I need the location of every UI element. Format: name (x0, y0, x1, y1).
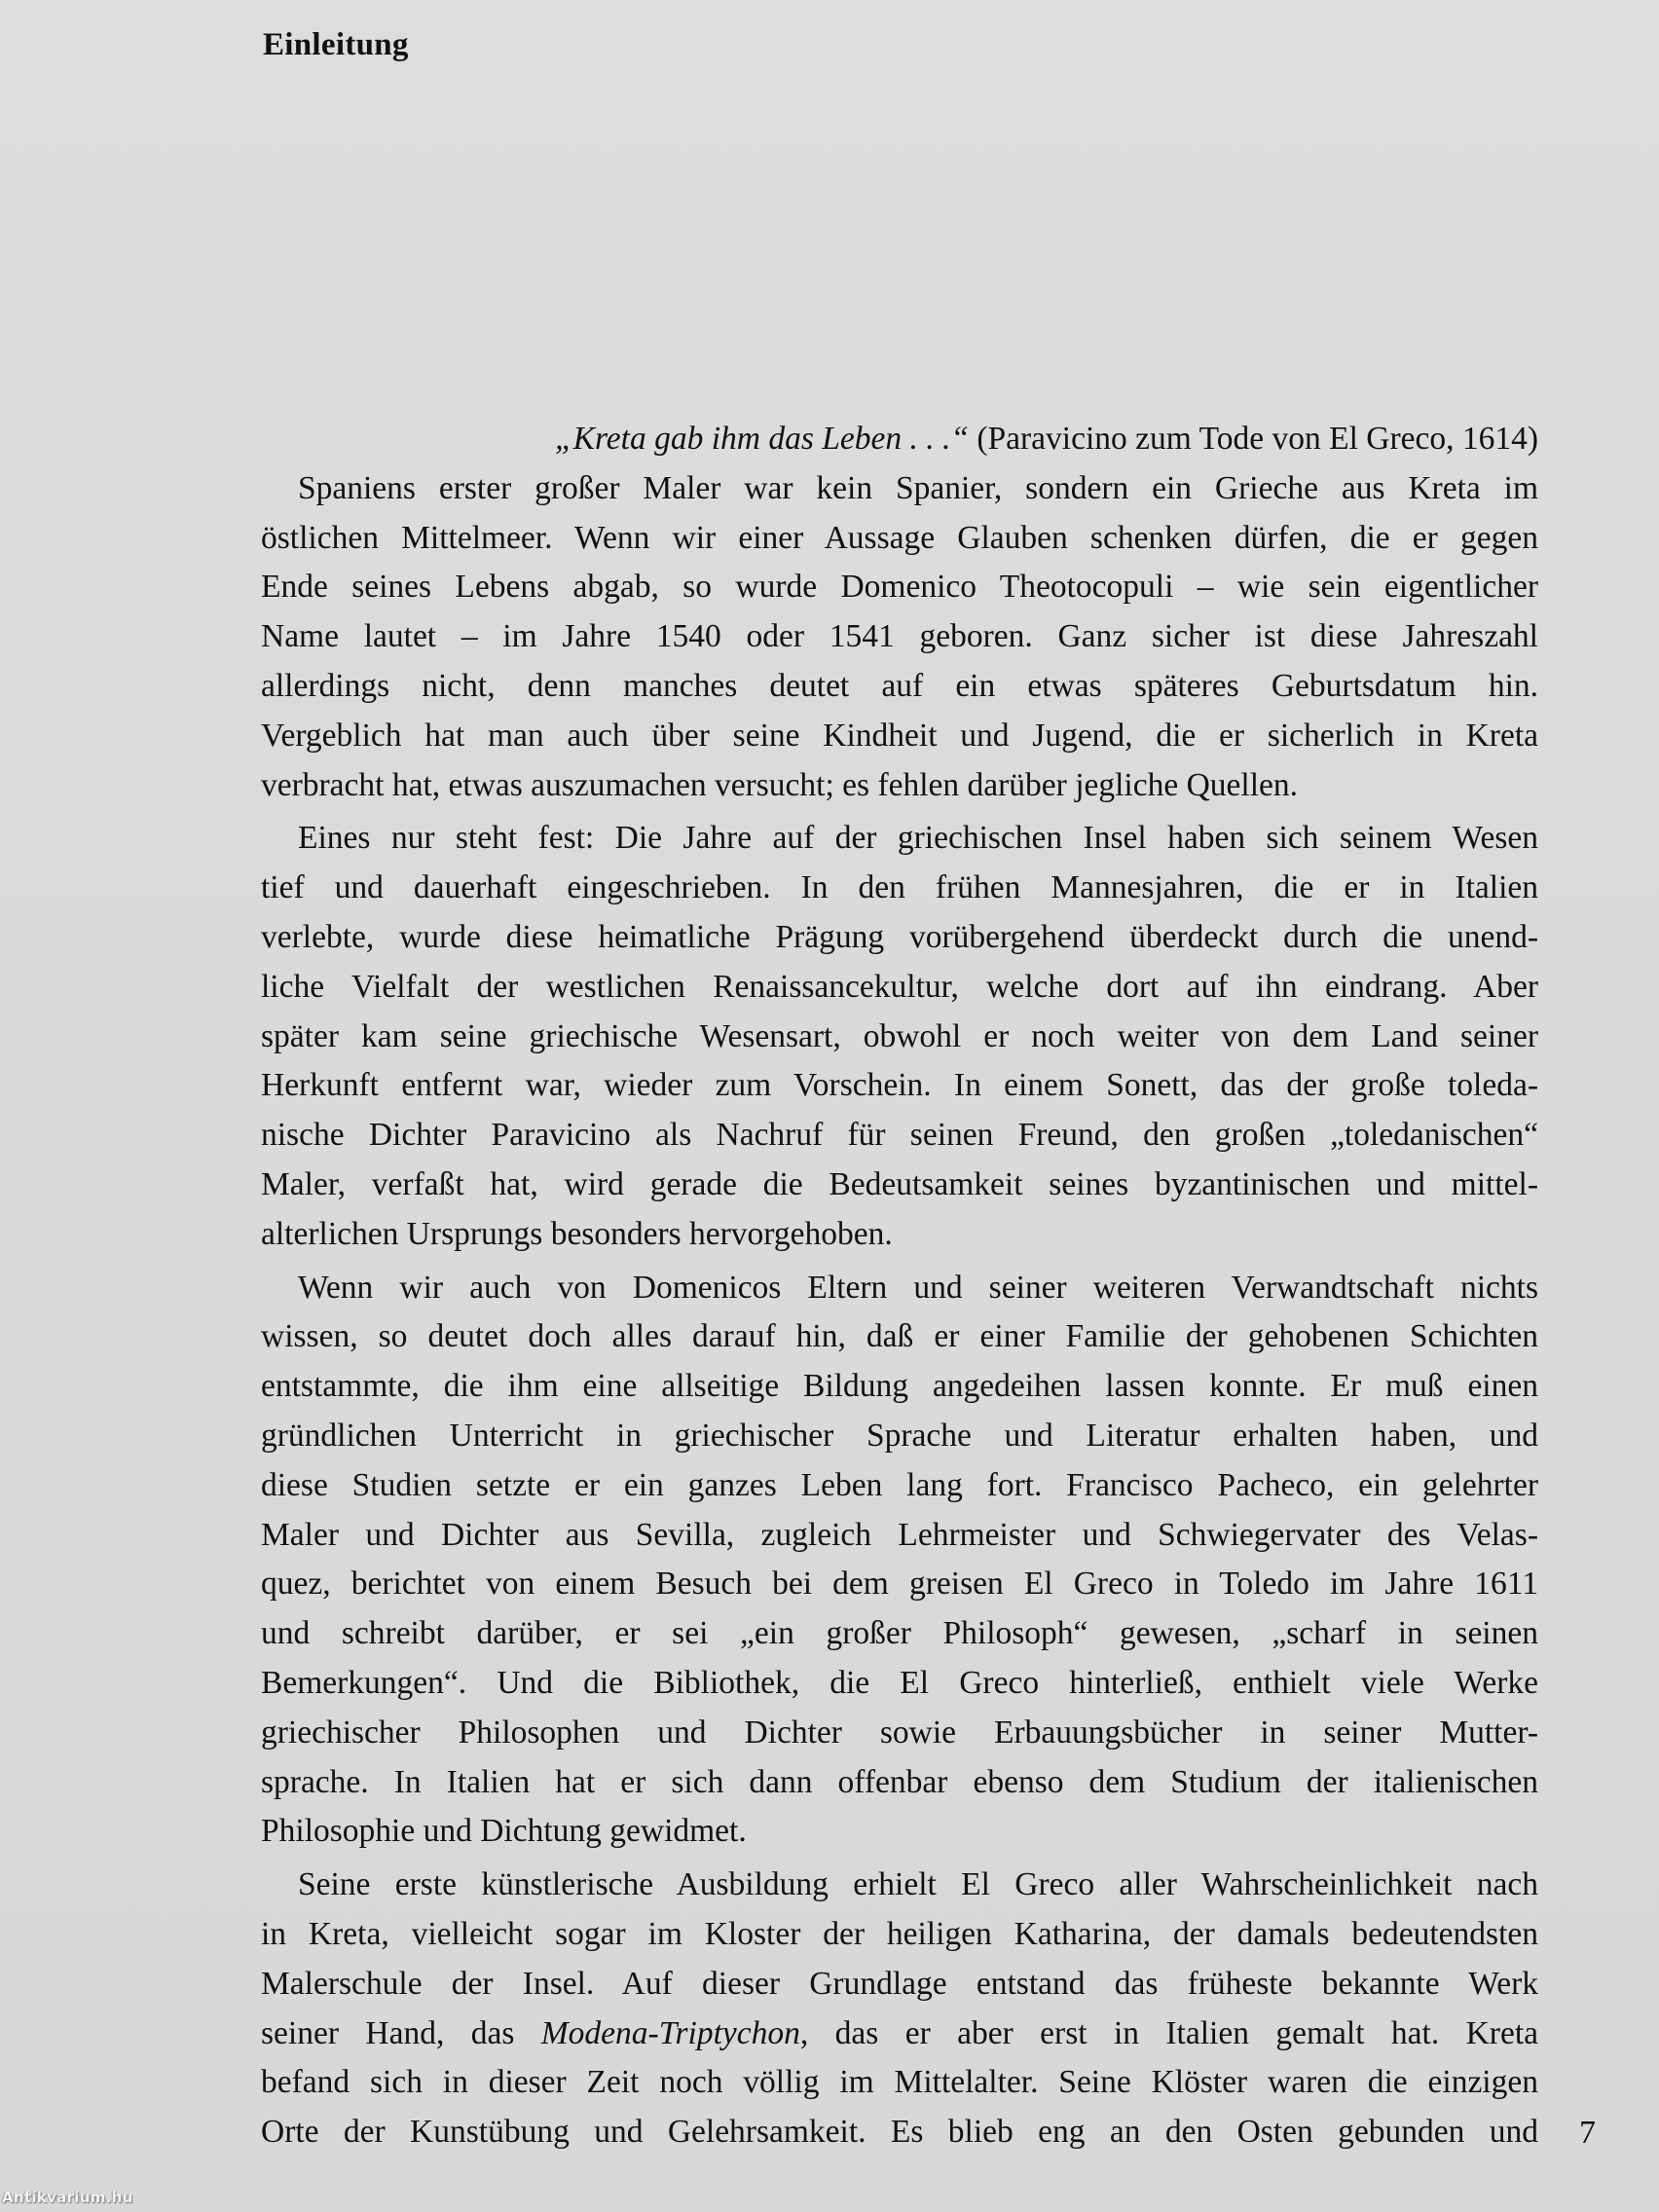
text-line: liche Vielfalt der westlichen Renaissancekultur, welche dort auf ihn eindrang. Aber (261, 968, 1538, 1005)
text-line: griechischer Philosophen und Dichter sowie Erbauungsbücher in seiner Mutter- (261, 1714, 1538, 1751)
paragraph-4 (261, 1861, 1538, 2157)
text-line: gründlichen Unterricht in griechischer Sprache und Literatur erhalten haben, und (261, 1417, 1538, 1454)
text-line: Orte der Kunstübung und Gelehrsamkeit. Es blieb eng an den Osten gebunden und (261, 2114, 1538, 2151)
text-line: tief und dauerhaft eingeschrieben. In den frühen Mannesjahren, die er in Italien (261, 869, 1538, 906)
chapter-heading: Einleitung (263, 27, 409, 62)
text-line: Name lautet – im Jahre 1540 oder 1541 geboren. Ganz sicher ist diese Jahreszahl (261, 618, 1538, 655)
text-line: Philosophie und Dichtung gewidmet. (261, 1813, 747, 1850)
text-line: östlichen Mittelmeer. Wenn wir einer Aussage Glauben schenken dürfen, die er gegen (261, 519, 1538, 556)
text-line: Seine erste künstlerische Ausbildung erhielt El Greco aller Wahrscheinlichkeit nach (298, 1866, 1538, 1903)
text-line: entstammte, die ihm eine allseitige Bildung angedeihen lassen konnte. Er muß einen (261, 1368, 1538, 1405)
text-line: Spaniens erster großer Maler war kein Spanier, sondern ein Grieche aus Kreta im (298, 469, 1538, 506)
text-line: in Kreta, vielleicht sogar im Kloster der heiligen Katharina, der damals bedeutendsten (261, 1915, 1538, 1952)
epigraph-attribution: (Paravicino zum Tode von El Greco, 1614) (969, 421, 1538, 457)
text-line: Bemerkungen“. Und die Bibliothek, die El Greco hinterließ, enthielt viele Werke (261, 1664, 1538, 1701)
text-line-with-title (261, 2009, 1538, 2059)
text-line: Maler und Dichter aus Sevilla, zugleich Lehrmeister und Schwiegervater des Velas- (261, 1516, 1538, 1553)
text-line: Wenn wir auch von Domenicos Eltern und seiner weiteren Verwandtschaft nichts (298, 1269, 1538, 1306)
text-line: allerdings nicht, denn manches deutet auf ein etwas späteres Geburtsdatum hin. (261, 667, 1538, 704)
text-line: nische Dichter Paravicino als Nachruf für seinen Freund, den großen „toledanischen“ (261, 1117, 1538, 1154)
text-fragment: seiner Hand, das (261, 2014, 541, 2051)
text-line: befand sich in dieser Zeit noch völlig im Mittelalter. Seine Klöster waren die einzigen (261, 2064, 1538, 2101)
text-line: Malerschule der Insel. Auf dieser Grundlage entstand das früheste bekannte Werk (261, 1965, 1538, 2002)
text-fragment: , das er aber erst in Italien gemalt hat. Kreta (799, 2014, 1538, 2051)
paragraph-3 (261, 1264, 1538, 1858)
text-line: Maler, verfaßt hat, wird gerade die Bedeutsamkeit seines byzantinischen und mittel- (261, 1165, 1538, 1202)
text-line: sprache. In Italien hat er sich dann offenbar ebenso dem Studium der italienischen (261, 1763, 1538, 1800)
epigraph-quote: „Kreta gab ihm das Leben . . .“ (555, 421, 969, 457)
text-line: verbracht hat, etwas auszumachen versucht; es fehlen darüber jegliche Quellen. (261, 766, 1299, 803)
paragraph-2 (261, 814, 1538, 1259)
text-line: diese Studien setzte er ein ganzes Leben lang fort. Francisco Pacheco, ein gelehrter (261, 1466, 1538, 1503)
page-number: 7 (1579, 2115, 1596, 2151)
text-line: später kam seine griechische Wesensart, obwohl er noch weiter von dem Land seiner (261, 1017, 1538, 1054)
text-line: quez, berichtet von einem Besuch bei dem greisen El Greco in Toledo im Jahre 1611 (261, 1566, 1538, 1603)
text-column (261, 415, 1538, 2161)
watermark-logo: Antikvarium.hu (2, 2189, 133, 2206)
text-line: verlebte, wurde diese heimatliche Prägung vorübergehend überdeckt durch die unend- (261, 918, 1538, 955)
text-line: Ende seines Lebens abgab, so wurde Domenico Theotocopuli – wie sein eigentlicher (261, 569, 1538, 606)
text-line: Herkunft entfernt war, wieder zum Vorschein. In einem Sonett, das der große toleda- (261, 1067, 1538, 1104)
paragraph-1 (261, 464, 1538, 811)
text-line: alterlichen Ursprungs besonders hervorgehoben. (261, 1215, 893, 1252)
epigraph (261, 415, 1538, 464)
text-line: Vergeblich hat man auch über seine Kindheit und Jugend, die er sicherlich in Kreta (261, 717, 1538, 754)
artwork-title: Modena-Triptychon (540, 2014, 800, 2051)
text-line: und schreibt darüber, er sei „ein großer Philosoph“ gewesen, „scharf in seinen (261, 1615, 1538, 1652)
text-line: wissen, so deutet doch alles darauf hin, daß er einer Familie der gehobenen Schichten (261, 1318, 1538, 1355)
text-line: Eines nur steht fest: Die Jahre auf der griechischen Insel haben sich seinem Wesen (298, 820, 1538, 857)
